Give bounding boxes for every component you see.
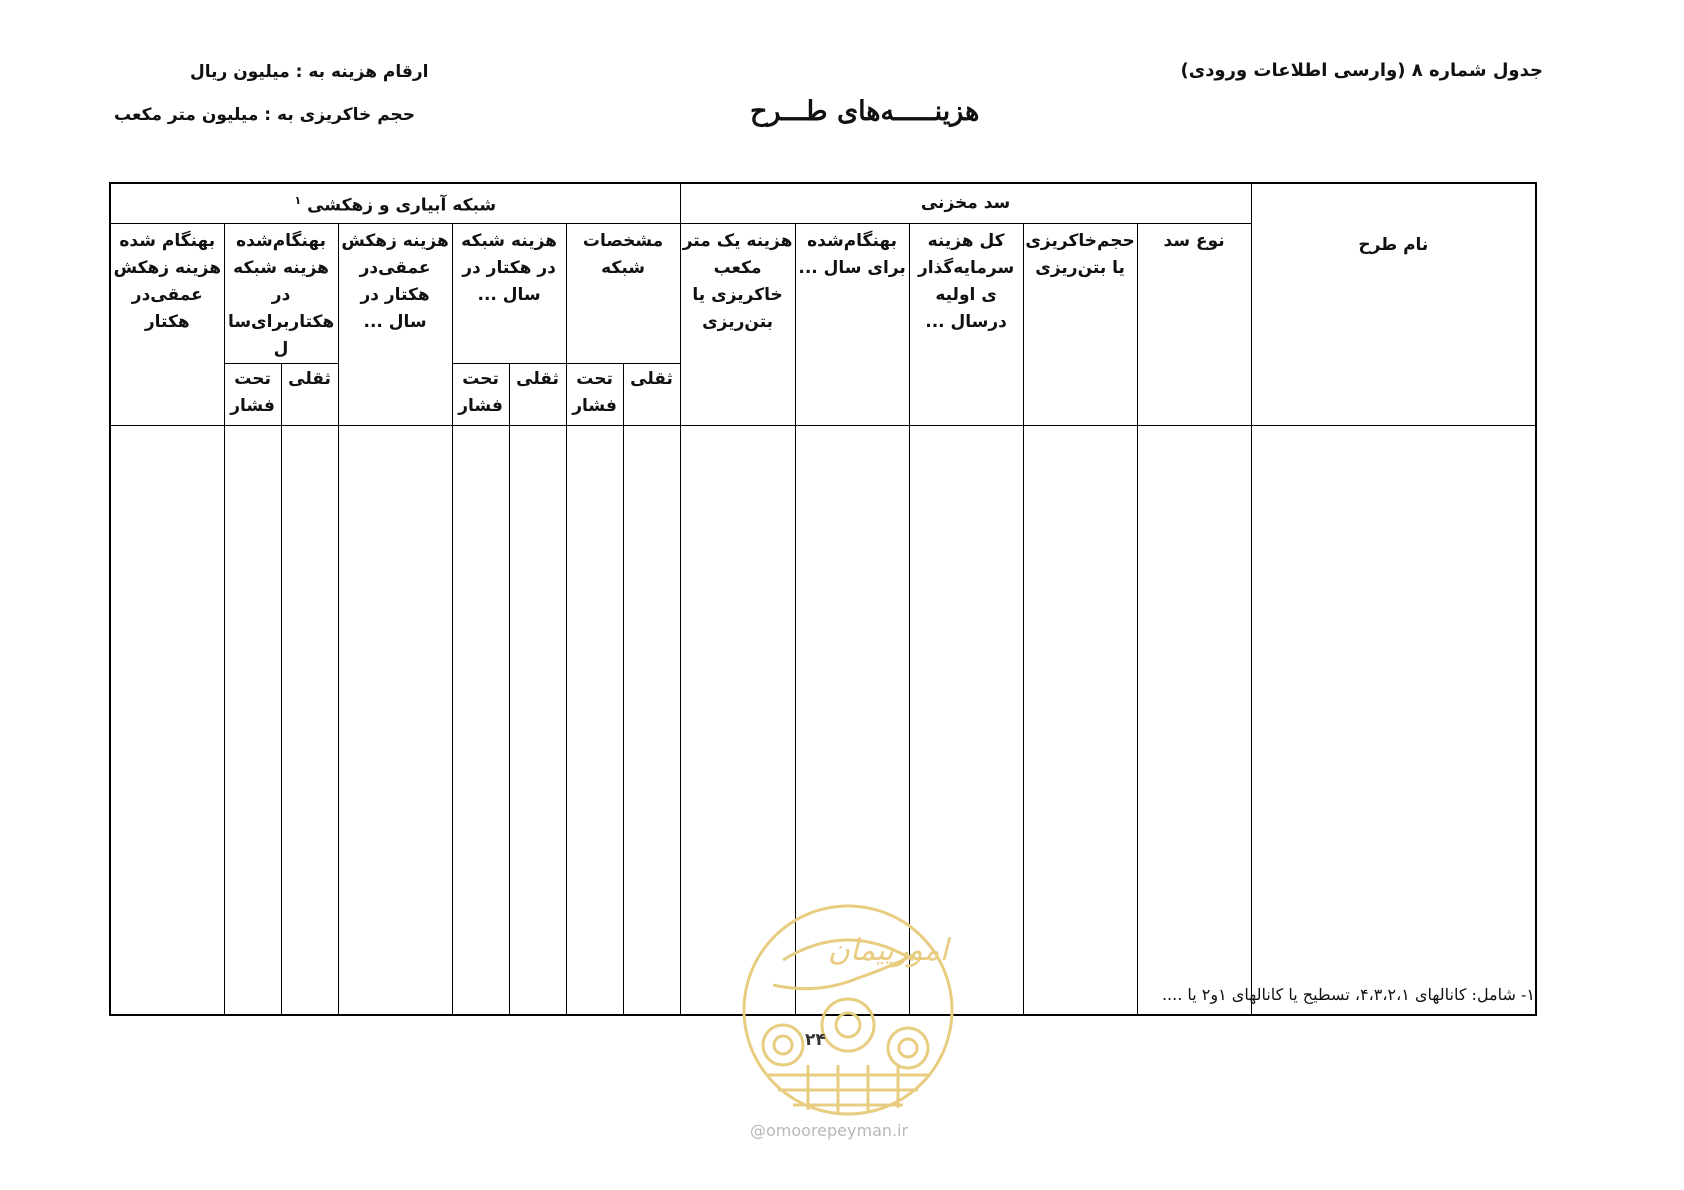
header-updated-network-cost: بهنگام‌شده هزینه شبکه در هکتاربرای‌سال bbox=[224, 223, 338, 363]
header-cost-per-cubic-meter: هزینه یک متر مکعب خاکریزی یا بتن‌ریزی bbox=[680, 223, 795, 425]
header-group-dam: سد مخزنی bbox=[680, 183, 1251, 223]
table-cell bbox=[566, 425, 623, 1015]
table-cell bbox=[623, 425, 680, 1015]
header-dam-type: نوع سد bbox=[1137, 223, 1251, 425]
sub-pressurized: تحت فشار bbox=[566, 363, 623, 425]
sub-pressurized: تحت فشار bbox=[452, 363, 509, 425]
header-total-investment: کل هزینه سرمایه‌گذاری اولیه درسال ... bbox=[909, 223, 1023, 425]
table-cell bbox=[452, 425, 509, 1015]
header-network-cost-per-ha: هزینه شبکه در هکتار در سال ... bbox=[452, 223, 566, 363]
page-title: هزینـــــه‌های طـــرح bbox=[750, 96, 980, 127]
header-group-network bbox=[110, 183, 680, 223]
table-cell bbox=[281, 425, 338, 1015]
header-project-name: نام طرح bbox=[1251, 183, 1536, 425]
sub-gravity: ثقلی bbox=[509, 363, 566, 425]
header-network-spec: مشخصات شبکه bbox=[566, 223, 680, 363]
header-deep-drain-cost: هزینه زهکش عمقی‌در هکتار در سال ... bbox=[338, 223, 452, 425]
table-cell bbox=[1023, 425, 1137, 1015]
table-cell bbox=[1137, 425, 1251, 1015]
table-number: جدول شماره ۸ (وارسی اطلاعات ورودی) bbox=[1180, 60, 1543, 81]
table-cell bbox=[110, 425, 224, 1015]
footnote: ۱- شامل: کانالهای ۴،۳،۲،۱، تسطیح یا کانالهای ۱و۲ یا .... bbox=[1161, 985, 1535, 1004]
sub-pressurized: تحت فشار bbox=[224, 363, 281, 425]
page-number: ۲۴ bbox=[805, 1030, 826, 1050]
cost-table bbox=[109, 182, 1537, 1016]
table-cell bbox=[224, 425, 281, 1015]
header-fill-volume: حجم‌خاکریزی یا بتن‌ریزی bbox=[1023, 223, 1137, 425]
table-cell bbox=[338, 425, 452, 1015]
watermark-logo-icon bbox=[738, 900, 958, 1120]
footnote-marker: ۱ bbox=[294, 193, 302, 207]
volume-unit-label: حجم خاکریزی به : میلیون متر مکعب bbox=[114, 105, 416, 125]
table-cell bbox=[1251, 425, 1536, 1015]
header-updated-deep-drain-cost: بهنگام شده هزینه زهکش عمقی‌در هکتار bbox=[110, 223, 224, 425]
at-icon: @ bbox=[750, 1121, 766, 1140]
site-url bbox=[750, 1121, 908, 1140]
header-updated-for-year: بهنگام‌شده برای سال ... bbox=[795, 223, 909, 425]
table-cell bbox=[509, 425, 566, 1015]
watermark-brand-text: امورپیمان bbox=[827, 933, 949, 968]
site-url-text: omoorepeyman.ir bbox=[766, 1121, 909, 1140]
sub-gravity: ثقلی bbox=[281, 363, 338, 425]
group-network-label: شبکه آبیاری و زهکشی bbox=[307, 195, 497, 216]
sub-gravity: ثقلی bbox=[623, 363, 680, 425]
cost-unit-label: ارقام هزینه به : میلیون ریال bbox=[190, 62, 429, 82]
